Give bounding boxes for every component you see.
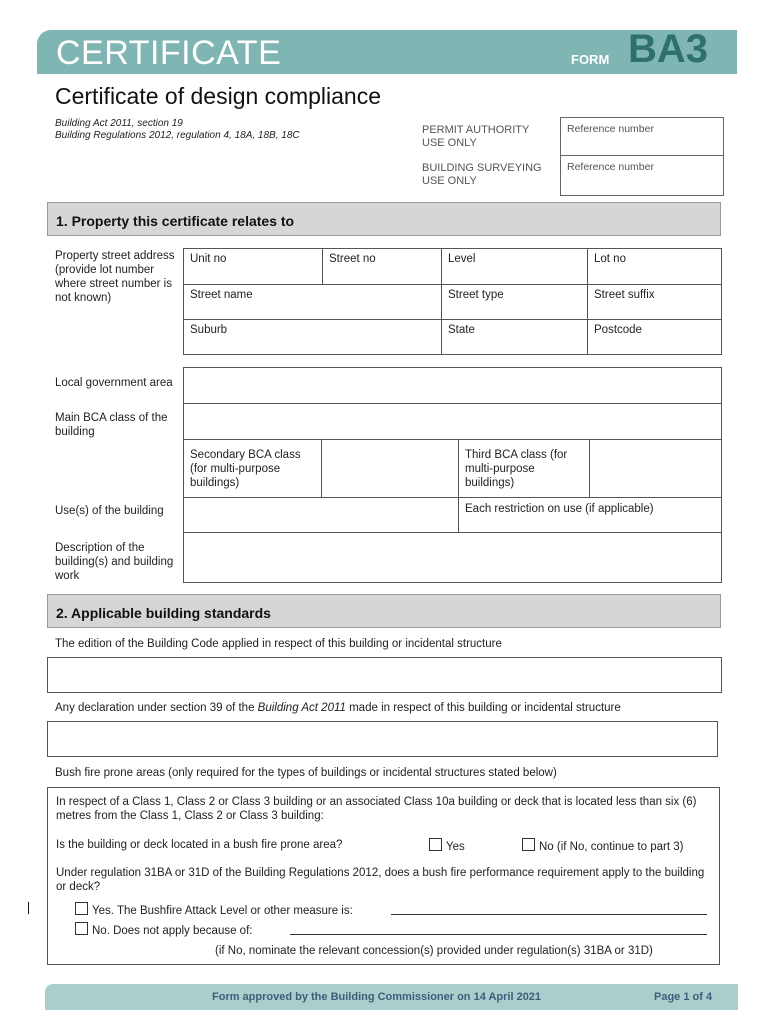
unit-no-field[interactable]	[184, 249, 323, 285]
located-question: Is the building or deck located in a bush fire prone area?	[56, 839, 343, 851]
state-label: State	[448, 324, 475, 336]
located-yes-option[interactable]	[429, 838, 465, 854]
req-yes-option[interactable]	[75, 902, 353, 918]
address-table	[183, 248, 722, 355]
building-details-table	[183, 367, 722, 583]
edition-label: The edition of the Building Code applied in respect of this building or incidental structure	[55, 638, 502, 650]
third-bca-field[interactable]	[590, 440, 722, 498]
req-yes-label: Yes. The Bushfire Attack Level or other measure is:	[92, 905, 353, 917]
section1-title: 1. Property this certificate relates to	[56, 213, 295, 229]
section1-header	[47, 202, 721, 236]
restriction-field[interactable]	[459, 498, 722, 533]
located-yes-label: Yes	[446, 841, 465, 853]
form-code: BA3	[628, 27, 709, 71]
street-suffix-label: Street suffix	[594, 289, 655, 301]
surveying-label: BUILDING SURVEYING USE ONLY	[422, 162, 542, 187]
lga-label: Local government area	[55, 377, 173, 389]
section2-header	[47, 594, 721, 628]
text-cursor	[28, 902, 29, 914]
level-field[interactable]	[442, 249, 588, 285]
permit-reference-field[interactable]	[560, 117, 724, 157]
footer-approval: Form approved by the Building Commissioner on 14 April 2021	[212, 991, 542, 1003]
unit-no-label: Unit no	[190, 253, 227, 265]
main-bca-field[interactable]	[184, 404, 722, 440]
declaration-field[interactable]	[47, 721, 718, 757]
legislation-regs: Building Regulations 2012, regulation 4, 18A, 18B, 18C	[55, 130, 300, 141]
uses-field[interactable]	[184, 498, 459, 533]
street-suffix-field[interactable]	[588, 285, 722, 320]
description-field[interactable]	[184, 533, 722, 583]
located-no-label: No (if No, continue to part 3)	[539, 841, 684, 853]
document-title: Certificate of design compliance	[55, 83, 381, 109]
req-yes-line[interactable]	[391, 914, 707, 915]
legislation-act: Building Act 2011, section 19	[55, 118, 183, 129]
description-label: Description of the building(s) and building work	[55, 542, 174, 582]
section2-title: 2. Applicable building standards	[56, 605, 271, 621]
suburb-label: Suburb	[190, 324, 228, 336]
secondary-bca-field[interactable]	[322, 440, 459, 498]
state-field[interactable]	[442, 320, 588, 355]
permit-reference-label: Reference number	[567, 123, 654, 135]
level-label: Level	[448, 253, 476, 265]
req-no-line[interactable]	[290, 934, 707, 935]
uses-label: Use(s) of the building	[55, 505, 164, 517]
requirement-question: Under regulation 31BA or 31D of the Building Regulations 2012, does a bush fire performance requirement apply to the building or deck?	[56, 867, 705, 893]
address-label: Property street address (provide lot number where street number is not known)	[55, 250, 175, 304]
declaration-act: Building Act 2011	[257, 702, 346, 714]
declaration-pre: Any declaration under section 39 of the	[55, 702, 258, 714]
footer-page: Page 1 of 4	[654, 991, 713, 1003]
edition-field[interactable]	[47, 657, 722, 693]
surveying-reference-label: Reference number	[567, 161, 654, 173]
postcode-field[interactable]	[588, 320, 722, 355]
third-bca-label: Third BCA class (for multi-purpose buildings)	[465, 449, 568, 489]
lot-no-label: Lot no	[594, 253, 626, 265]
main-bca-label: Main BCA class of the building	[55, 412, 168, 438]
declaration-label	[55, 701, 621, 715]
street-type-label: Street type	[448, 289, 504, 301]
req-note: (if No, nominate the relevant concession(s) provided under regulation(s) 31BA or 31D)	[215, 945, 653, 957]
bushfire-heading: Bush fire prone areas (only required for the types of buildings or incidental structures stated below)	[55, 767, 557, 779]
bushfire-intro: In respect of a Class 1, Class 2 or Class 3 building or an associated Class 10a building or deck that is located less than six (6) metres from the Class 1, Class 2 or Class 3 building:	[56, 796, 697, 822]
lot-no-field[interactable]	[588, 249, 722, 285]
street-no-field[interactable]	[323, 249, 442, 285]
street-name-field[interactable]	[184, 285, 442, 320]
banner-title: CERTIFICATE	[56, 34, 282, 72]
req-no-checkbox[interactable]	[75, 922, 88, 935]
req-no-label: No. Does not apply because of:	[92, 925, 253, 937]
req-no-option[interactable]	[75, 922, 252, 938]
located-no-option[interactable]	[522, 838, 683, 854]
secondary-bca-label-cell	[184, 440, 322, 498]
secondary-bca-label: Secondary BCA class (for multi-purpose buildings)	[190, 449, 301, 489]
street-name-label: Street name	[190, 289, 253, 301]
suburb-field[interactable]	[184, 320, 442, 355]
declaration-post: made in respect of this building or incidental structure	[345, 702, 621, 714]
req-yes-checkbox[interactable]	[75, 902, 88, 915]
located-yes-checkbox[interactable]	[429, 838, 442, 851]
postcode-label: Postcode	[594, 324, 642, 336]
street-type-field[interactable]	[442, 285, 588, 320]
third-bca-label-cell	[459, 440, 590, 498]
form-label: FORM	[571, 52, 610, 67]
restriction-label: Each restriction on use (if applicable)	[465, 503, 654, 515]
street-no-label: Street no	[329, 253, 376, 265]
surveying-reference-field[interactable]	[560, 155, 724, 196]
lga-field[interactable]	[184, 368, 722, 404]
permit-authority-label: PERMIT AUTHORITY USE ONLY	[422, 124, 530, 149]
located-no-checkbox[interactable]	[522, 838, 535, 851]
